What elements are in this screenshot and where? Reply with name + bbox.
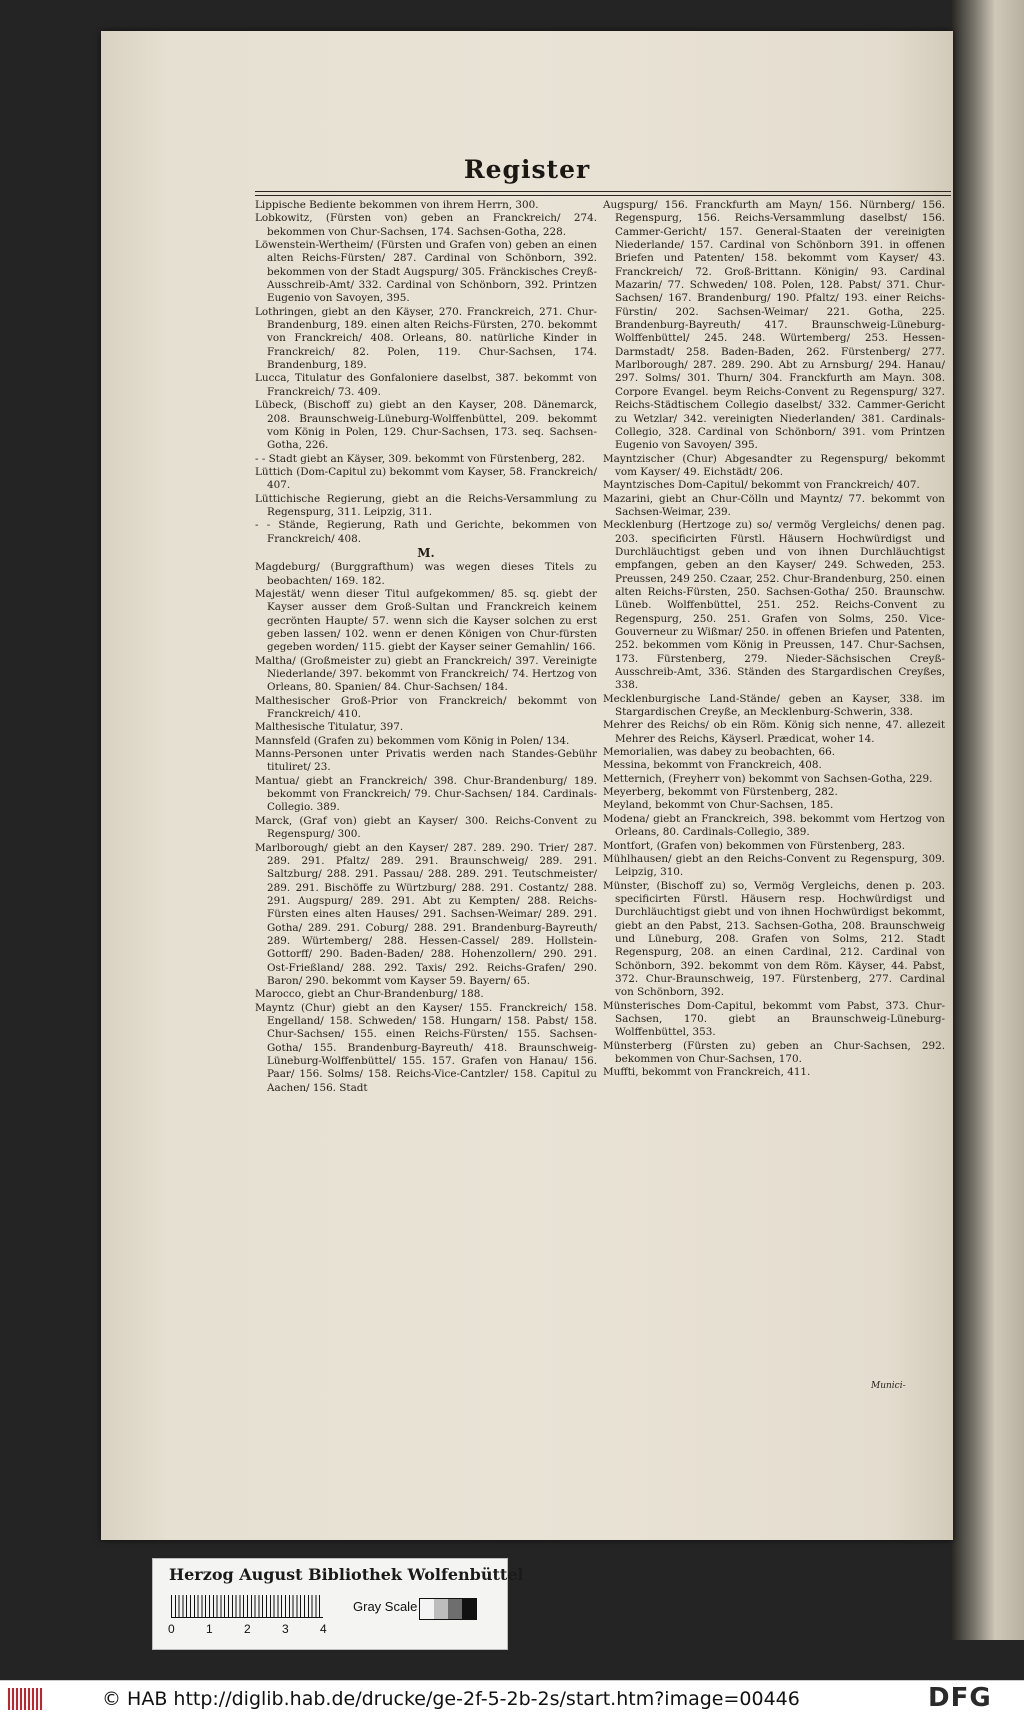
source-url[interactable]: © HAB http://diglib.hab.de/drucke/ge-2f-5-2b-2s/start.htm?image=00446 [102,1688,800,1710]
section-letter: M. [417,545,435,560]
ruler-number: 0 [168,1622,175,1636]
ruler-number: 3 [282,1622,289,1636]
register-entry: Meyerberg, bekommt von Fürstenberg, 282. [603,786,838,799]
barcode-icon [8,1688,44,1710]
catchword: Munici- [871,1381,906,1391]
dfg-logo: DFG [928,1683,992,1713]
register-entry: Messina, bekommt von Franckreich, 408. [603,759,822,772]
register-entry: Marocco, giebt an Chur-Brandenburg/ 188. [255,988,484,1001]
register-entry: Lippische Bediente bekommen von ihrem Herrn, 300. [255,199,539,211]
register-entry: - - Stadt giebt an Käyser, 309. bekommt von Fürstenberg, 282. [255,452,585,465]
register-entry: Mannsfeld (Grafen zu) bekommen vom König in Polen/ 134. [255,734,570,747]
register-entry: Marck, (Graf von) giebt an Kayser/ 300. Reichs-Convent zu Regenspurg/ 300. [255,814,597,841]
register-entry: Lüttichische Regierung, giebt an die Reichs-Versammlung zu Regenspurg, 311. Leipzig, 311. [255,492,597,518]
register-entry: Mantua/ giebt an Franckreich/ 398. Chur-Brandenburg/ 189. bekommt von Franckreich/ 79. Chur-Sachsen/ 184. Cardinals-Collegio. 389. [255,774,597,814]
ruler-number: 2 [244,1622,251,1636]
book-edge [952,0,1024,1640]
page-heading: Register [463,155,591,184]
ruler-number: 1 [206,1622,213,1636]
register-entry: Malthesische Titulatur, 397. [255,721,404,734]
register-entry: Lüttich (Dom-Capitul zu) bekommt vom Kayser, 58. Franckreich/ 407. [255,465,597,492]
register-entry: Majestät/ wenn dieser Titul aufgekommen/ 85. sq. giebt der Kayser ausser dem Groß-Sultan und Franckreich keinem gecrönten Haupte/ 57. wenn sich die Kayser solchen zu erst geben lassen/ 102. wenn er denen Königen von Chur-fürsten gegeben worden/ 115. giebt der Kayser seiner Gemahlin/ 166. [255,587,597,654]
register-entry: Lübeck, (Bischoff zu) giebt an den Kayser, 208. Dänemarck, 208. Braunschweig-Lüneburg-Wolffenbüttel, 209. bekommt vom König in Polen, 129. Chur-Sachsen, 173. seq. Sachsen-Gotha, 226. [255,399,597,452]
footer-bar [0,1680,1024,1716]
gray-scale-bar [419,1598,477,1620]
register-entry: Mazarini, giebt an Chur-Cölln und Mayntz/ 77. bekommt von Sachsen-Weimar, 239. [603,492,945,518]
register-entry: Muffti, bekommt von Franckreich, 411. [603,1066,811,1079]
register-entry: Mecklenburg (Hertzoge zu) so/ vermög Vergleichs/ denen pag. 203. specificirten Fürstl. Häusern Hochwürdigst und Durchläuchtigst geben und von ihnen Durchläuchtigst empfangen, geben an den Kayser/ 249. Schweden, 253. Preussen, 249 250. Czaar, 252. Chur-Brandenburg, 250. einen alten Reichs-Fürsten, 250. Sachsen-Gotha/ 250. Braunschw. Lüneb. Wolffenbüttel, 251. 252. Reichs-Convent zu Regenspurg, 250. 251. Grafen von Solms, 250. Vice-Gouverneur zu Wißmar/ 250. in offenen Briefen und Patenten, 252. bekommen vom König in Preussen, 147. Chur-Sachsen, 173. Fürstenberg, 279. Nieder-Sächsischen Creyß-Ausschreib-Amt, 336. Ständen des Stargardischen Creyßes, 338. [603,519,945,692]
book-page [101,31,953,1540]
register-entry: Lucca, Titulatur des Gonfaloniere daselbst, 387. bekommt von Franckreich/ 73. 409. [255,372,597,398]
right-column [603,199,945,1080]
register-entry: Manns-Personen unter Privatis werden nach Standes-Gebühr tituliret/ 23. [255,748,597,774]
register-entry: Mayntzisches Dom-Capitul/ bekommt von Franckreich/ 407. [603,479,920,492]
register-entry: Münster, (Bischoff zu) so, Vermög Vergleichs, denen p. 203. specificirten Fürstl. Häusern resp. Hochwürdigst und Durchläuchtigst giebt und von ihnen Hochwürdigst bekommt, giebt an den Pabst, 213. Sachsen-Gotha, 208. Braunschweig und Lüneburg, 208. Grafen von Solms, 212. Stadt Regenspurg, 208. an einen Cardinal, 212. Cardinal von Schönborn, 392. bekommt von dem Röm. Käyser, 44. Pabst, 372. Chur-Braunschweig, 197. Fürstenberg, 277. Cardinal von Schönborn, 392. [603,879,945,999]
register-entry: Löwenstein-Wertheim/ (Fürsten und Grafen von) geben an einen alten Reichs-Fürsten/ 287. Cardinal von Schönborn, 392. bekommen von der Stadt Augspurg/ 305. Fränckisches Creyß-Ausschreib-Amt/ 332. Cardinal von Schönborn, 392. Printzen Eugenio von Savoyen, 395. [255,239,597,305]
register-entry: Maltha/ (Großmeister zu) giebt an Franckreich/ 397. Vereinigte Niederlande/ 397. bekommt von Franckreich/ 74. Hertzog von Orleans, 80. Spanien/ 84. Chur-Sachsen/ 184. [255,654,597,694]
register-entry: Metternich, (Freyherr von) bekommt von Sachsen-Gotha, 229. [603,772,933,785]
register-entry: Mayntz (Chur) giebt an den Kayser/ 155. Franckreich/ 158. Engelland/ 158. Schweden/ 158. Hungarn/ 158. Pabst/ 158. Chur-Sachsen/ 155. einen Reichs-Fürsten/ 155. Sachsen-Gotha/ 155. Brandenburg-Bayreuth/ 418. Braunschweig-Lüneburg-Wolffenbüttel/ 155. 157. Grafen von Hanau/ 156. Paar/ 156. Solms/ 158. Reichs-Vice-Cantzler/ 158. Capitul zu Aachen/ 156. Stadt [255,1001,597,1094]
register-entry: Memorialien, was dabey zu beobachten, 66. [603,746,836,759]
register-entry: Mehrer des Reichs/ ob ein Röm. König sich nenne, 47. allezeit Mehrer des Reichs, Käyserl. Prædicat, woher 14. [603,719,945,745]
register-entry: Münsterisches Dom-Capitul, bekommt vom Pabst, 373. Chur-Sachsen, 170. giebt an Braunschweig-Lüneburg-Wolffenbüttel, 353. [603,999,945,1039]
gray-step [462,1599,476,1619]
gray-step [448,1599,462,1619]
register-entry: Augspurg/ 156. Franckfurth am Mayn/ 156. Nürnberg/ 156. Regenspurg, 156. Reichs-Versammlung daselbst/ 156. Cammer-Gericht/ 157. General-Staaten der vereinigten Niederlande/ 157. Cardinal von Schönborn 391. in offenen Briefen und Patenten/ 158. bekommt vom Kayser/ 43. Franckreich/ 72. Groß-Brittann. Königin/ 93. Cardinal Mazarin/ 77. Schweden/ 108. Polen, 128. Pabst/ 371. Chur-Sachsen/ 167. Brandenburg/ 190. Pfaltz/ 193. einer Reichs-Fürstin/ 202. Sachsen-Weimar/ 221. Gotha, 225. Brandenburg-Bayreuth/ 417. Braunschweig-Lüneburg-Wolffenbüttel/ 245. 248. Würtemberg/ 253. Hessen-Darmstadt/ 258. Baden-Baden, 262. Fürstenberg/ 277. Marlborough/ 287. 289. 290. Abt zu Arnsburg/ 294. Hanau/ 297. Solms/ 301. Thurn/ 304. Franckfurth am Mayn. 308. Corpore Evangel. beym Reichs-Convent zu Regenspurg/ 327. Reichs-Städtischem Collegio daselbst/ 332. Cammer-Gericht zu Wetzlar/ 342. vereinigten Niederlanden/ 381. Cardinals-Collegio, 328. Cardinal von Schönborn/ 391. vom Printzen Eugenio von Savoyen/ 395. [603,199,945,452]
register-entry: - - Stände, Regierung, Rath und Gerichte, bekommen von Franckreich/ 408. [255,519,597,545]
register-entry: Mecklenburgische Land-Stände/ geben an Kayser, 338. im Stargardischen Creyße, an Mecklenburg-Schwerin, 338. [603,692,945,719]
register-entry: Meyland, bekommt von Chur-Sachsen, 185. [603,799,834,812]
gray-step [420,1599,434,1619]
heading-rule [255,191,951,196]
left-entries-before [255,199,597,546]
register-entry: Malthesischer Groß-Prior von Franckreich/ bekommt von Franckreich/ 410. [255,694,597,721]
gray-scale-label: Gray Scale [353,1599,418,1614]
library-name: Herzog August Bibliothek Wolfenbüttel [169,1565,524,1584]
register-entry: Mayntzischer (Chur) Abgesandter zu Regenspurg/ bekommt vom Kayser/ 49. Eichstädt/ 206. [603,452,945,478]
gray-step [434,1599,448,1619]
register-entry: Marlborough/ giebt an den Kayser/ 287. 289. 290. Trier/ 287. 289. 291. Pfaltz/ 289. 291. Braunschweig/ 289. 291. Saltzburg/ 288. 291. Passau/ 288. 289. 291. Teutschmeister/ 289. 291. Bischöffe zu Würtzburg/ 288. 291. Costantz/ 288. 291. Augspurg/ 289. 291. Abt zu Kempten/ 288. Reichs-Fürsten eines alten Hauses/ 291. Sachsen-Weimar/ 289. 291. Gotha/ 289. 291. Coburg/ 288. 291. Brandenburg-Bayreuth/ 289. Würtemberg/ 288. Hessen-Cassel/ 289. Hollstein-Gottorff/ 290. Baden-Baden/ 288. Hohenzollern/ 290. 291. Ost-Frießland/ 288. 292. Taxis/ 292. Reichs-Grafen/ 290. Baron/ 290. bekommt vom Kayser 59. Bayern/ 65. [255,841,597,987]
register-entry: Modena/ giebt an Franckreich, 398. bekommt vom Hertzog von Orleans, 80. Cardinals-Collegio, 389. [603,812,945,839]
register-entry: Magdeburg/ (Burggrafthum) was wegen dieses Titels zu beobachten/ 169. 182. [255,561,597,587]
register-entry: Münsterberg (Fürsten zu) geben an Chur-Sachsen, 292. bekommen von Chur-Sachsen, 170. [603,1039,945,1065]
left-entries-after [255,561,597,1095]
ruler [171,1595,323,1618]
register-entry: Lobkowitz, (Fürsten von) geben an Franckreich/ 274. bekommen von Chur-Sachsen, 174. Sachsen-Gotha, 228. [255,212,597,238]
color-scale-card [152,1558,524,1650]
left-column [255,199,597,1095]
register-entry: Mühlhausen/ giebt an den Reichs-Convent zu Regenspurg, 309. Leipzig, 310. [603,852,945,879]
register-entry: Lothringen, giebt an den Käyser, 270. Franckreich, 271. Chur-Brandenburg, 189. einen alten Reichs-Fürsten, 270. bekommt von Franckreich/ 408. Orleans, 80. natürliche Kinder in Franckreich/ 82. Polen, 119. Chur-Sachsen, 174. Brandenburg, 189. [255,305,597,372]
ruler-number: 4 [320,1622,327,1636]
register-entry: Montfort, (Grafen von) bekommen von Fürstenberg, 283. [603,839,905,852]
